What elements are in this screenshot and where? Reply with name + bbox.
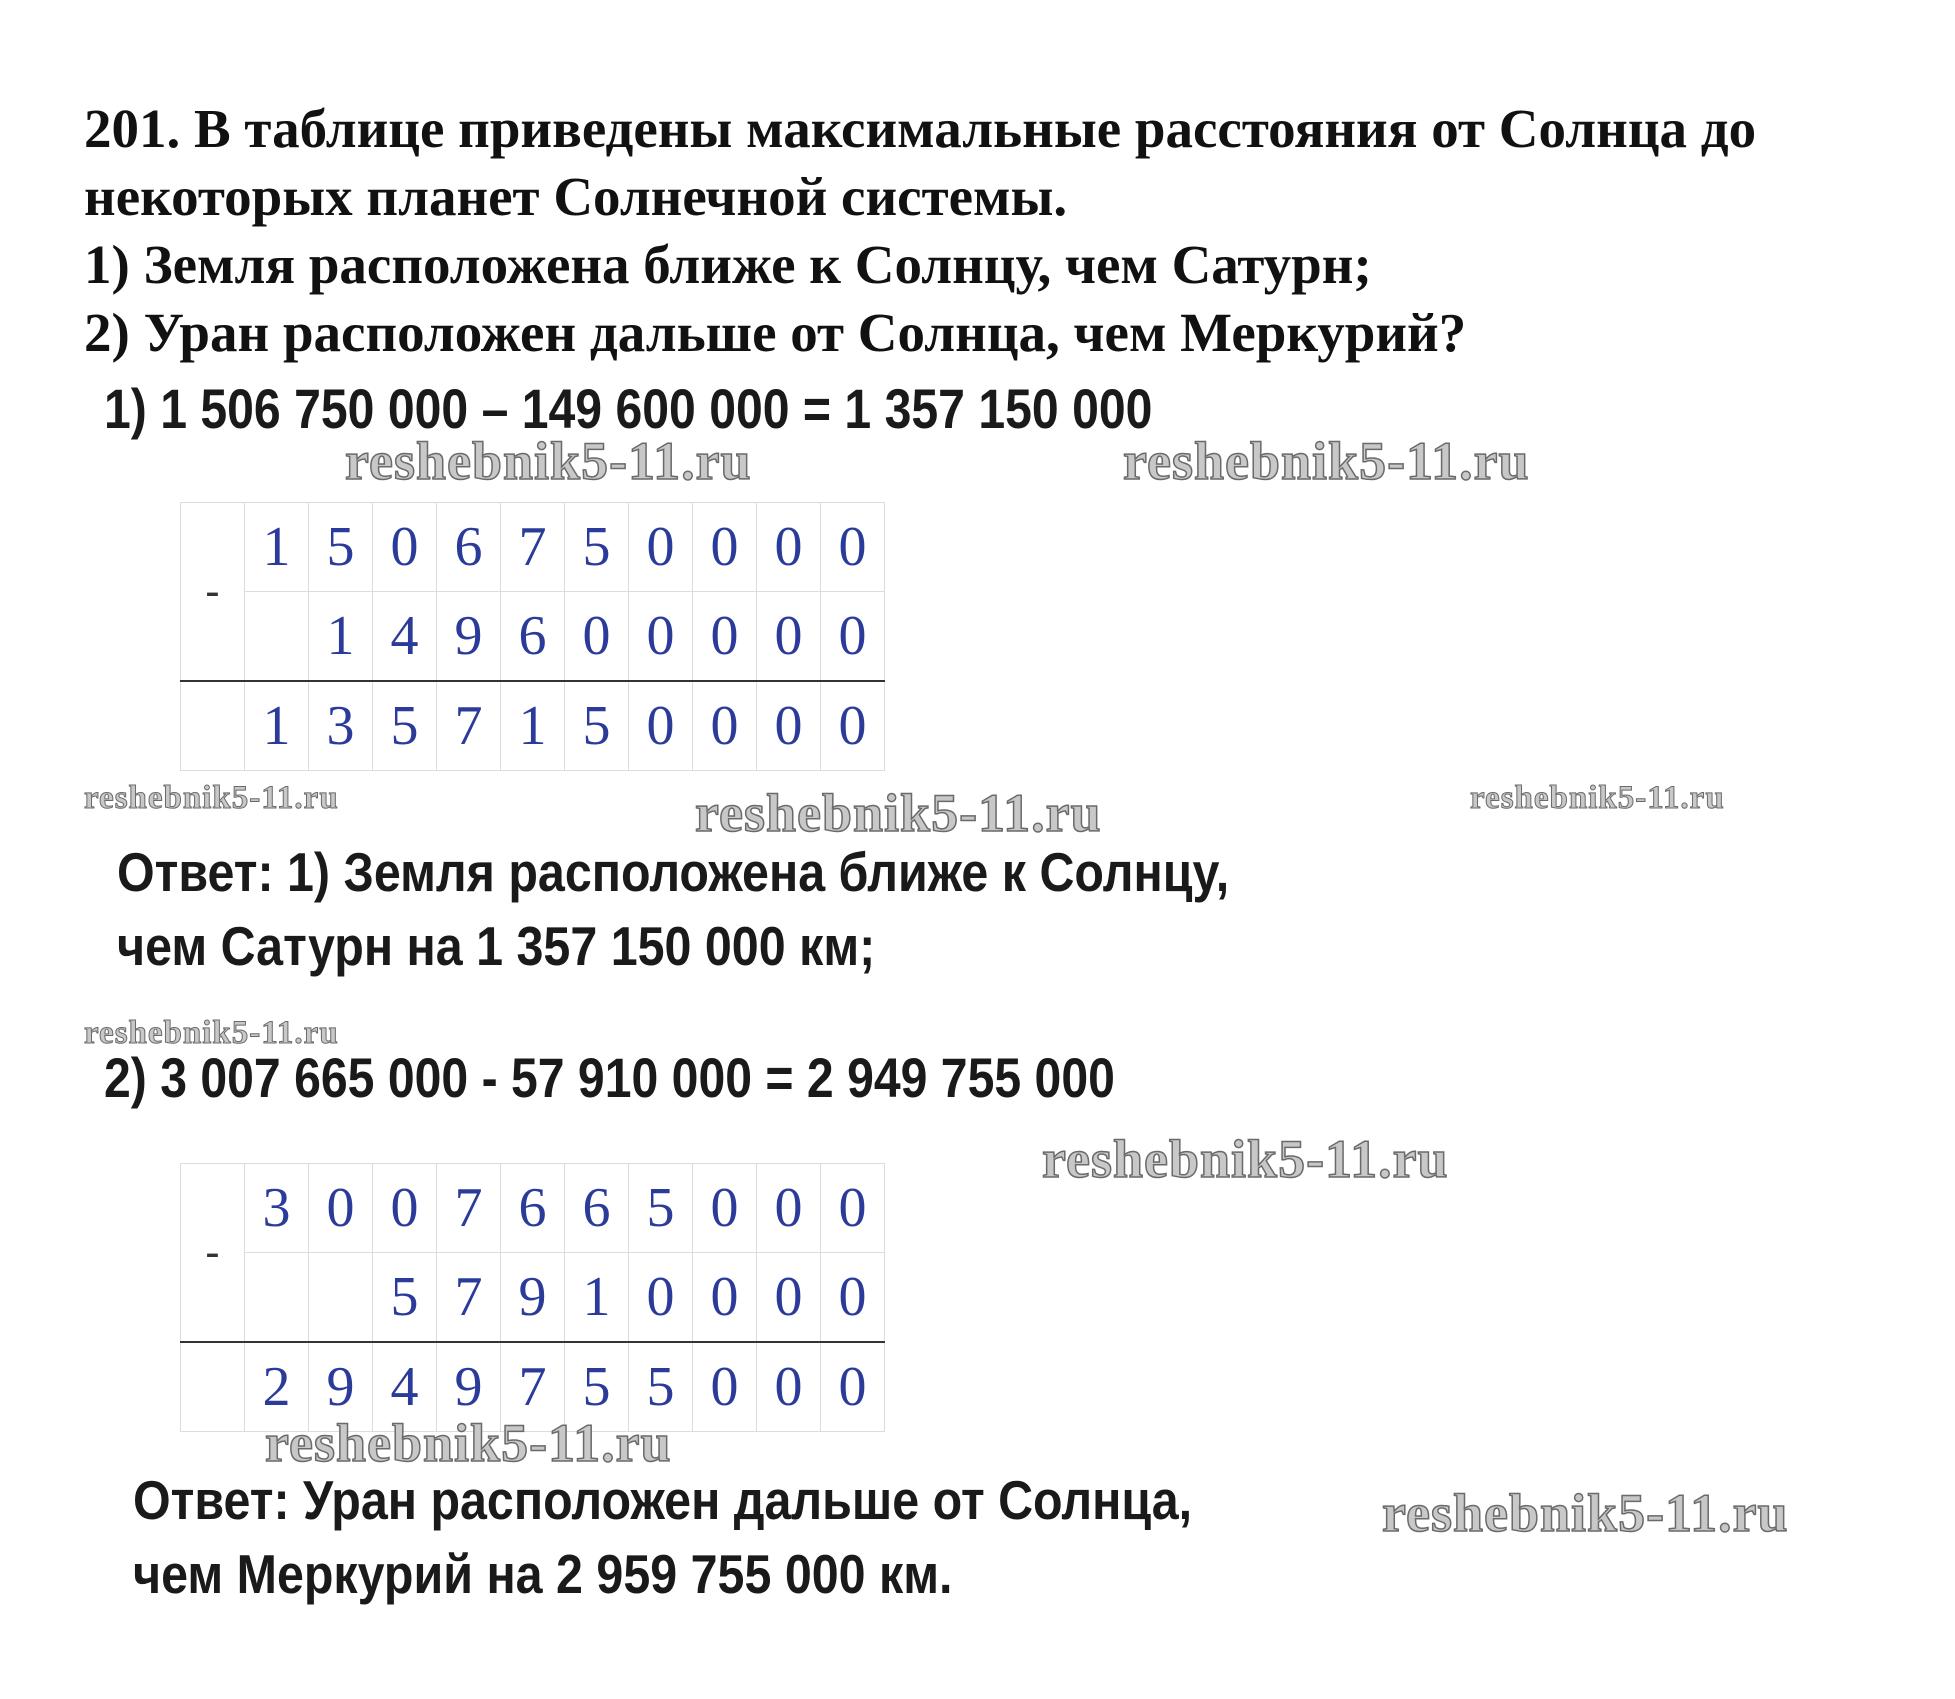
subtrahend-digit: 6 (501, 592, 565, 682)
subtrahend-digit: 0 (757, 1253, 821, 1343)
answer-line: Ответ: 1) Земля расположена ближе к Солнцу, (117, 841, 1230, 903)
minuend-digit: 0 (821, 503, 885, 592)
minus-sign: - (181, 1164, 245, 1343)
minuend-digit: 0 (373, 1164, 437, 1253)
result-digit: 1 (501, 681, 565, 771)
minuend-digit: 0 (373, 503, 437, 592)
result-digit: 0 (757, 681, 821, 771)
watermark: reshebnik5-11.ru (345, 431, 752, 491)
result-digit: 5 (629, 1342, 693, 1432)
subtrahend-digit: 0 (757, 592, 821, 682)
watermark: reshebnik5-11.ru (1382, 1483, 1789, 1543)
minuend-row (181, 503, 885, 592)
part1-subtraction-table (180, 502, 885, 771)
minuend-digit: 0 (693, 1164, 757, 1253)
problem-statement (84, 95, 1924, 367)
subtrahend-digit: 1 (309, 592, 373, 682)
problem-line: 201. В таблице приведены максимальные расстояния от Солнца до (84, 98, 1757, 159)
result-digit: 0 (693, 681, 757, 771)
subtrahend-digit: 9 (501, 1253, 565, 1343)
watermark: reshebnik5-11.ru (84, 780, 339, 816)
answer-line: чем Меркурий на 2 959 755 000 км. (133, 1543, 953, 1605)
part2-answer (133, 1463, 1192, 1611)
minuend-digit: 5 (309, 503, 373, 592)
minuend-digit: 7 (437, 1164, 501, 1253)
minuend-digit: 1 (245, 503, 309, 592)
problem-line: 1) Земля расположена ближе к Солнцу, чем Сатурн; (84, 234, 1372, 295)
watermark: reshebnik5-11.ru (695, 783, 1102, 843)
subtrahend-digit: 9 (437, 592, 501, 682)
problem-line: 2) Уран расположен дальше от Солнца, чем Меркурий? (84, 302, 1467, 363)
result-digit: 5 (565, 681, 629, 771)
watermark: reshebnik5-11.ru (265, 1413, 672, 1473)
minuend-digit: 0 (757, 503, 821, 592)
result-digit: 9 (309, 1342, 373, 1432)
minuend-digit: 7 (501, 503, 565, 592)
subtrahend-digit: 0 (565, 592, 629, 682)
sign-cell-empty (181, 681, 245, 771)
sign-cell-empty (181, 1342, 245, 1432)
result-digit: 5 (373, 681, 437, 771)
subtrahend-digit (309, 1253, 373, 1343)
subtrahend-digit: 0 (629, 592, 693, 682)
result-digit: 0 (693, 1342, 757, 1432)
minus-sign: - (181, 503, 245, 682)
part2-subtraction-table (180, 1163, 885, 1432)
watermark: reshebnik5-11.ru (1123, 431, 1530, 491)
result-digit: 0 (629, 681, 693, 771)
result-digit: 3 (309, 681, 373, 771)
subtrahend-digit: 5 (373, 1253, 437, 1343)
minuend-digit: 0 (757, 1164, 821, 1253)
result-digit: 0 (757, 1342, 821, 1432)
subtrahend-digit: 0 (821, 1253, 885, 1343)
watermark: reshebnik5-11.ru (1470, 780, 1725, 816)
minuend-digit: 3 (245, 1164, 309, 1253)
minuend-digit: 5 (565, 503, 629, 592)
result-digit: 0 (821, 1342, 885, 1432)
part1-answer (117, 835, 1229, 983)
answer-line: чем Сатурн на 1 357 150 000 км; (117, 915, 876, 977)
subtrahend-digit: 4 (373, 592, 437, 682)
result-digit: 5 (565, 1342, 629, 1432)
subtrahend-digit (245, 592, 309, 682)
subtrahend-digit: 0 (693, 1253, 757, 1343)
problem-line: некоторых планет Солнечной системы. (84, 166, 1068, 227)
subtrahend-digit: 7 (437, 1253, 501, 1343)
minuend-digit: 6 (565, 1164, 629, 1253)
subtrahend-digit: 0 (821, 592, 885, 682)
watermark: reshebnik5-11.ru (84, 1015, 339, 1051)
result-digit: 4 (373, 1342, 437, 1432)
result-digit: 1 (245, 681, 309, 771)
result-digit: 7 (501, 1342, 565, 1432)
minuend-digit: 0 (309, 1164, 373, 1253)
result-digit: 7 (437, 681, 501, 771)
part2-expression: 2) 3 007 665 000 - 57 910 000 = 2 949 755 000 (104, 1046, 1115, 1109)
minuend-digit: 6 (437, 503, 501, 592)
subtrahend-row (181, 592, 885, 682)
subtrahend-row (181, 1253, 885, 1343)
result-row (181, 681, 885, 771)
subtrahend-digit: 0 (693, 592, 757, 682)
result-digit: 2 (245, 1342, 309, 1432)
answer-line: Ответ: Уран расположен дальше от Солнца, (133, 1469, 1193, 1531)
minuend-digit: 0 (693, 503, 757, 592)
result-digit: 9 (437, 1342, 501, 1432)
minuend-digit: 6 (501, 1164, 565, 1253)
minuend-row (181, 1164, 885, 1253)
minuend-digit: 5 (629, 1164, 693, 1253)
minuend-digit: 0 (821, 1164, 885, 1253)
subtrahend-digit: 1 (565, 1253, 629, 1343)
watermark: reshebnik5-11.ru (1042, 1129, 1449, 1189)
result-digit: 0 (821, 681, 885, 771)
minuend-digit: 0 (629, 503, 693, 592)
part1-expression: 1) 1 506 750 000 – 149 600 000 = 1 357 150 000 (104, 377, 1153, 440)
subtrahend-digit (245, 1253, 309, 1343)
subtrahend-digit: 0 (629, 1253, 693, 1343)
